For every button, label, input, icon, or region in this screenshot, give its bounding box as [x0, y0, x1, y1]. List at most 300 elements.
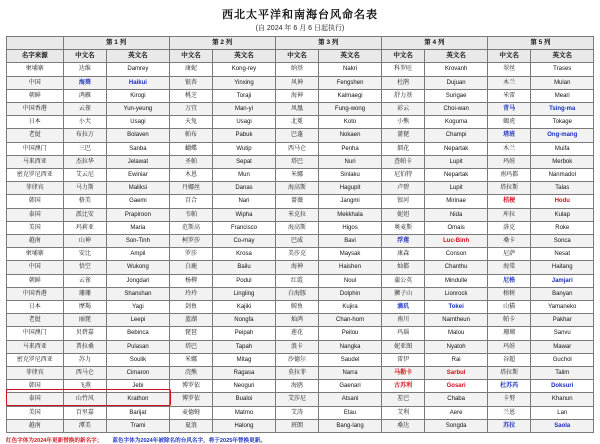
cell-cn-col2: 博罗依	[169, 380, 213, 393]
cell-cn-col2: 百合	[169, 195, 213, 208]
cell-cn-col3: 沙德尔	[275, 353, 319, 366]
cell-source: 韩国	[7, 195, 64, 208]
cell-cn-col1: 飞燕	[63, 380, 107, 393]
cell-cn-col1: 布拉万	[63, 129, 107, 142]
cell-cn-col1: 丽琵	[63, 314, 107, 327]
cell-en-col4: Champi	[425, 129, 487, 142]
cell-cn-col1: 普拉桑	[63, 340, 107, 353]
cell-cn-col5: 翠丝	[487, 63, 531, 76]
cell-source: 柬埔寨	[7, 63, 64, 76]
table-row	[7, 155, 594, 168]
cell-cn-col5: 木兰	[487, 76, 531, 89]
cell-en-col2: Neoguri	[213, 380, 275, 393]
cell-en-col5: Nanmadol	[531, 169, 594, 182]
cell-cn-col3: 巴威	[275, 235, 319, 248]
cell-en-col3: Haishen	[319, 261, 381, 274]
cell-cn-col5: 尼萨	[487, 248, 531, 261]
cell-en-col2: Pabuk	[213, 129, 275, 142]
cell-cn-col3: 艾涛	[275, 406, 319, 419]
cell-cn-col1: 珊珊	[63, 287, 107, 300]
cell-cn-col3: 艾莎尼	[275, 393, 319, 406]
cell-en-col1: Yun-yeung	[107, 103, 169, 116]
cell-cn-col4: 古苏利	[381, 380, 425, 393]
cell-en-col1: Maliksi	[107, 182, 169, 195]
cell-cn-col2: 塔巴	[169, 340, 213, 353]
cell-en-col2: Co-may	[213, 235, 275, 248]
cell-en-col2: Tapah	[213, 340, 275, 353]
cell-cn-col1: 西马仑	[63, 367, 107, 380]
group-header-col-3: 第 3 列	[275, 37, 381, 50]
cell-en-col2: Francisco	[213, 221, 275, 234]
column-header-en-3: 英文名	[319, 50, 381, 63]
cell-en-col1: Trami	[107, 419, 169, 432]
cell-cn-col5: 珊瑚	[487, 327, 531, 340]
cell-source: 泰国	[7, 208, 64, 221]
cell-cn-col2: 琵琶	[169, 327, 213, 340]
cell-cn-col4: 马勒卡	[381, 367, 425, 380]
table-row	[7, 182, 594, 195]
table-row	[7, 406, 594, 419]
cell-en-col5: Mulan	[531, 76, 594, 89]
cell-en-col3: Mekkhala	[319, 208, 381, 221]
cell-cn-col1: 山竹风	[63, 393, 107, 406]
cell-en-col3: Bavi	[319, 235, 381, 248]
cell-en-col3: Koto	[319, 116, 381, 129]
cell-source: 朝鲜	[7, 274, 64, 287]
table-row	[7, 142, 594, 155]
cell-cn-col3: 班朗	[275, 419, 319, 432]
legend	[6, 436, 594, 444]
cell-en-col2: Krosa	[213, 248, 275, 261]
cell-cn-col5: 玛娃	[487, 155, 531, 168]
cell-cn-col4: 查帕卡	[381, 155, 425, 168]
cell-en-col4: Surigae	[425, 89, 487, 102]
column-header-cn-4: 中文名	[381, 50, 425, 63]
cell-en-col2: Ragasa	[213, 367, 275, 380]
cell-en-col3: Jangmi	[319, 195, 381, 208]
group-header-col-1: 第 1 列	[63, 37, 169, 50]
cell-cn-col1: 格美	[63, 195, 107, 208]
cell-en-col3: Sinlaku	[319, 169, 381, 182]
column-header-cn-3: 中文名	[275, 50, 319, 63]
cell-en-col1: Wukong	[107, 261, 169, 274]
cell-en-col2: Peipah	[213, 327, 275, 340]
cell-cn-col2: 丹娜丝	[169, 182, 213, 195]
cell-cn-col1: 海葵	[63, 76, 107, 89]
cell-source: 中国	[7, 261, 64, 274]
cell-en-col1: Haikui	[107, 76, 169, 89]
cell-en-col5: Tsing-ma	[531, 103, 594, 116]
cell-en-col3: Kujira	[319, 301, 381, 314]
cell-cn-col1: 百里嘉	[63, 406, 107, 419]
cell-source: 中国澳门	[7, 142, 64, 155]
table-body	[7, 37, 594, 433]
cell-en-col5: Talim	[531, 367, 594, 380]
cell-cn-col2: 天兔	[169, 116, 213, 129]
cell-en-col2: Yinxing	[213, 76, 275, 89]
cell-cn-col2: 剑鱼	[169, 301, 213, 314]
cell-cn-col5: 库拉	[487, 208, 531, 221]
cell-cn-col3: 凤凰	[275, 103, 319, 116]
table-group-header-row	[7, 37, 594, 50]
cell-cn-col3: 莫拉菲	[275, 367, 319, 380]
cell-source: 中国	[7, 76, 64, 89]
cell-cn-col3: 纳基	[275, 63, 319, 76]
table-row	[7, 248, 594, 261]
cell-cn-col5: 塔拉斯	[487, 367, 531, 380]
cell-cn-col3: 西马仑	[275, 142, 319, 155]
cell-en-col1: Bebinca	[107, 327, 169, 340]
cell-en-col5: Nesat	[531, 248, 594, 261]
cell-cn-col1: 贝碧嘉	[63, 327, 107, 340]
table-row	[7, 63, 594, 76]
cell-cn-col2: 万宜	[169, 103, 213, 116]
cell-source: 越南	[7, 419, 64, 432]
cell-cn-col1: 玛莉亚	[63, 221, 107, 234]
cell-en-col4: Chanthu	[425, 261, 487, 274]
cell-cn-col3: 海高斯	[275, 221, 319, 234]
cell-en-col5: Khanun	[531, 393, 594, 406]
cell-en-col5: Lan	[531, 406, 594, 419]
cell-cn-col4: 尼伯特	[381, 169, 425, 182]
column-header-en-4: 英文名	[425, 50, 487, 63]
cell-en-col2: Halong	[213, 419, 275, 432]
cell-en-col1: Kirogi	[107, 89, 169, 102]
cell-cn-col2: 韦帕	[169, 208, 213, 221]
cell-en-col3: Nokaen	[319, 129, 381, 142]
cell-en-col2: Kajiki	[213, 301, 275, 314]
cell-en-col5: Trases	[531, 63, 594, 76]
cell-cn-col2: 杨柳	[169, 274, 213, 287]
cell-cn-col3: 蔷薇	[275, 195, 319, 208]
cell-source: 美国	[7, 221, 64, 234]
cell-cn-col5: 蝎虎	[487, 116, 531, 129]
cell-en-col2: Wutip	[213, 142, 275, 155]
cell-cn-col5: 海棠	[487, 261, 531, 274]
cell-en-col3: Penha	[319, 142, 381, 155]
cell-cn-col5: 谷超	[487, 353, 531, 366]
cell-cn-col2: 桃芝	[169, 89, 213, 102]
cell-cn-col2: 康妮	[169, 63, 213, 76]
cell-en-col3: Peilou	[319, 327, 381, 340]
cell-cn-col3: 巴蓬	[275, 129, 319, 142]
cell-en-col4: Gosari	[425, 380, 487, 393]
cell-cn-col1: 潭美	[63, 419, 107, 432]
cell-en-col5: Muifa	[531, 142, 594, 155]
cell-cn-col1: 云雀	[63, 103, 107, 116]
cell-en-col1: Damrey	[107, 63, 169, 76]
group-header-col-5: 第 5 列	[487, 37, 593, 50]
cell-en-col3: Nuri	[319, 155, 381, 168]
cell-cn-col3: 浪卡	[275, 340, 319, 353]
page-subtitle: (自 2024 年 6 月 6 日起执行)	[255, 25, 345, 32]
cell-en-col1: Jongdari	[107, 274, 169, 287]
cell-cn-col2: 圣帕	[169, 155, 213, 168]
cell-source: 美国	[7, 406, 64, 419]
cell-en-col5: Pakhar	[531, 314, 594, 327]
cell-en-col5: Haitang	[531, 261, 594, 274]
cell-en-col1: Ampil	[107, 248, 169, 261]
cell-en-col5: Jamjari	[531, 274, 594, 287]
cell-en-col2: Wipha	[213, 208, 275, 221]
column-header-cn-5: 中文名	[487, 50, 531, 63]
table-row	[7, 261, 594, 274]
cell-cn-col5: 苏拉	[487, 419, 531, 432]
cell-cn-col5: 尼格	[487, 274, 531, 287]
cell-cn-col4: 妮亚图	[381, 340, 425, 353]
cell-cn-col1: 杰拉华	[63, 155, 107, 168]
cell-en-col2: Nari	[213, 195, 275, 208]
cell-cn-col4: 狮子山	[381, 287, 425, 300]
cell-cn-col4: 卢碧	[381, 182, 425, 195]
table-row	[7, 103, 594, 116]
cell-cn-col5: 塔班	[487, 129, 531, 142]
cell-cn-col2: 木恩	[169, 169, 213, 182]
table-row	[7, 129, 594, 142]
cell-cn-col5: 桑卡	[487, 235, 531, 248]
cell-en-col4: Tokei	[425, 301, 487, 314]
cell-en-col2: Nongfa	[213, 314, 275, 327]
cell-en-col3: Chan-hom	[319, 314, 381, 327]
cell-cn-col1: 山神	[63, 235, 107, 248]
cell-cn-col4: 妮妲	[381, 208, 425, 221]
cell-source: 柬埔寨	[7, 248, 64, 261]
cell-en-col2: Sepat	[213, 155, 275, 168]
cell-en-col2: Mun	[213, 169, 275, 182]
cell-source: 中国香港	[7, 103, 64, 116]
cell-cn-col3: 白海豚	[275, 287, 319, 300]
cell-cn-col4: 舒力基	[381, 89, 425, 102]
cell-en-col4: Krovanh	[425, 63, 487, 76]
cell-en-col3: Noul	[319, 274, 381, 287]
cell-en-col3: Nangka	[319, 340, 381, 353]
cell-en-col1: Maria	[107, 221, 169, 234]
cell-cn-col3: 鲸鱼	[275, 301, 319, 314]
cell-cn-col4: 玛瑙	[381, 327, 425, 340]
column-header-cn-2: 中文名	[169, 50, 213, 63]
cell-source: 泰国	[7, 393, 64, 406]
cell-en-col2: Danas	[213, 182, 275, 195]
column-header-en-2: 英文名	[213, 50, 275, 63]
cell-cn-col3: 海神	[275, 89, 319, 102]
cell-cn-col5: 兰恩	[487, 406, 531, 419]
cell-en-col2: Matmo	[213, 406, 275, 419]
cell-en-col3: Bang-lang	[319, 419, 381, 432]
cell-cn-col2: 蝴蝶	[169, 142, 213, 155]
cell-source: 韩国	[7, 380, 64, 393]
cell-en-col3: Saudel	[319, 353, 381, 366]
cell-en-col4: Nyatoh	[425, 340, 487, 353]
cell-en-col4: Chaba	[425, 393, 487, 406]
table-row	[7, 419, 594, 432]
cell-cn-col2: 柯罗莎	[169, 235, 213, 248]
cell-cn-col4: 蒲公英	[381, 274, 425, 287]
cell-en-col4: Lionrock	[425, 287, 487, 300]
cell-en-col1: Soulik	[107, 353, 169, 366]
cell-en-col1: Leepi	[107, 314, 169, 327]
cell-cn-col5: 杜苏芮	[487, 380, 531, 393]
cell-cn-col3: 海神	[275, 261, 319, 274]
cell-en-col3: Gaenari	[319, 380, 381, 393]
cell-en-col5: Kulap	[531, 208, 594, 221]
cell-cn-col2: 银杏	[169, 76, 213, 89]
group-header-blank	[7, 37, 64, 50]
table-row	[7, 195, 594, 208]
cell-en-col3: Narra	[319, 367, 381, 380]
table-row	[7, 367, 594, 380]
cell-source: 老挝	[7, 129, 64, 142]
cell-cn-col4: 小熊	[381, 116, 425, 129]
cell-cn-col5: 帕卡	[487, 314, 531, 327]
cell-cn-col5: 卡努	[487, 393, 531, 406]
cell-en-col2: Podul	[213, 274, 275, 287]
cell-en-col4: Nida	[425, 208, 487, 221]
cell-en-col1: Sanba	[107, 142, 169, 155]
cell-cn-col4: 雷伊	[381, 353, 425, 366]
table-column-header-row	[7, 50, 594, 63]
cell-en-col3: Higos	[319, 221, 381, 234]
cell-cn-col1: 鸿雁	[63, 89, 107, 102]
cell-en-col3: Fung-wong	[319, 103, 381, 116]
cell-en-col3: Hagupit	[319, 182, 381, 195]
cell-en-col5: Talas	[531, 182, 594, 195]
cell-en-col2: Man-yi	[213, 103, 275, 116]
table-row	[7, 116, 594, 129]
cell-en-col2: Usagi	[213, 116, 275, 129]
cell-cn-col1: 三巴	[63, 142, 107, 155]
cell-en-col1: Jebi	[107, 380, 169, 393]
cell-en-col3: Dolphin	[319, 287, 381, 300]
cell-en-col1: Cimaron	[107, 367, 169, 380]
cell-source: 中国澳门	[7, 327, 64, 340]
cell-en-col4: Nepartak	[425, 169, 487, 182]
cell-source: 密克罗尼西亚	[7, 353, 64, 366]
cell-cn-col2: 帕布	[169, 129, 213, 142]
cell-cn-col5: 洛克	[487, 221, 531, 234]
table-row	[7, 274, 594, 287]
cell-en-col5: Doksuri	[531, 380, 594, 393]
cell-en-col4: Rai	[425, 353, 487, 366]
cell-en-col1: Prapiroon	[107, 208, 169, 221]
cell-cn-col3: 海高斯	[275, 182, 319, 195]
typhoon-names-table	[6, 36, 594, 433]
cell-cn-col4: 康森	[381, 248, 425, 261]
cell-cn-col5: 米雷	[487, 89, 531, 102]
cell-cn-col3: 灿鸿	[275, 314, 319, 327]
group-header-col-2: 第 2 列	[169, 37, 275, 50]
cell-en-col4: Malou	[425, 327, 487, 340]
cell-cn-col3: 海鸥	[275, 380, 319, 393]
cell-en-col3: Kalmaegi	[319, 89, 381, 102]
cell-source: 朝鲜	[7, 89, 64, 102]
cell-cn-col5: 南玛都	[487, 169, 531, 182]
cell-cn-col5: 榕树	[487, 287, 531, 300]
cell-cn-col1: 艾云尼	[63, 169, 107, 182]
cell-en-col5: Sanvu	[531, 327, 594, 340]
cell-cn-col2: 蓝湖	[169, 314, 213, 327]
cell-source: 菲律宾	[7, 182, 64, 195]
cell-source: 中国香港	[7, 287, 64, 300]
cell-cn-col3: 米娜	[275, 169, 319, 182]
cell-cn-col5: 山猫	[487, 301, 531, 314]
cell-en-col1: Shanshan	[107, 287, 169, 300]
cell-cn-col4: 灿都	[381, 261, 425, 274]
cell-cn-col1: 安比	[63, 248, 107, 261]
cell-en-col5: Ong-mang	[531, 129, 594, 142]
cell-en-col1: Pulasan	[107, 340, 169, 353]
cell-en-col4: Conson	[425, 248, 487, 261]
cell-cn-col2: 范斯高	[169, 221, 213, 234]
table-row	[7, 208, 594, 221]
cell-cn-col1: 派比安	[63, 208, 107, 221]
cell-en-col5: Yamaneko	[531, 301, 594, 314]
cell-en-col4: Sarbul	[425, 367, 487, 380]
cell-en-col4: Lupit	[425, 155, 487, 168]
cell-en-col2: Kong-rey	[213, 63, 275, 76]
cell-en-col4: Mirinae	[425, 195, 487, 208]
cell-en-col2: Lingling	[213, 287, 275, 300]
cell-cn-col3: 塔巴	[275, 155, 319, 168]
cell-cn-col5: 桔梗	[487, 195, 531, 208]
cell-cn-col1: 马力斯	[63, 182, 107, 195]
cell-en-col3: Maysak	[319, 248, 381, 261]
table-row	[7, 327, 594, 340]
cell-cn-col2: 玲玲	[169, 287, 213, 300]
cell-cn-col3: 北冕	[275, 116, 319, 129]
cell-en-col4: Luc-Binh	[425, 235, 487, 248]
cell-en-col3: Nakri	[319, 63, 381, 76]
legend-red-note: 红色字体为2024年更新替换的新名字；	[6, 438, 103, 444]
cell-cn-col5: 玛娃	[487, 340, 531, 353]
table-row	[7, 353, 594, 366]
legend-blue-note: 蓝色字体为2024年被除名的台风名字，将于2025年替换更新。	[112, 438, 266, 444]
cell-cn-col4: 滴玑	[381, 301, 425, 314]
cell-cn-col3: 风神	[275, 76, 319, 89]
table-row	[7, 301, 594, 314]
cell-cn-col5: 木兰	[487, 142, 531, 155]
cell-en-col4: Songda	[425, 419, 487, 432]
cell-en-col5: Meari	[531, 89, 594, 102]
cell-cn-col4: 浮莲	[381, 235, 425, 248]
cell-source: 老挝	[7, 314, 64, 327]
table-row	[7, 89, 594, 102]
cell-cn-col2: 麦德姆	[169, 406, 213, 419]
cell-en-col2: Toraji	[213, 89, 275, 102]
cell-cn-col2: 白鹿	[169, 261, 213, 274]
cell-source: 日本	[7, 301, 64, 314]
table-row	[7, 169, 594, 182]
cell-en-col5: Sonca	[531, 235, 594, 248]
cell-en-col5: Hodu	[531, 195, 594, 208]
cell-cn-col2: 浣熊	[169, 367, 213, 380]
cell-en-col4: Nepartak	[425, 142, 487, 155]
cell-en-col3: Atsani	[319, 393, 381, 406]
cell-cn-col5: 青马	[487, 103, 531, 116]
cell-cn-col1: 达维	[63, 63, 107, 76]
cell-cn-col1: 苏力	[63, 353, 107, 366]
cell-cn-col4: 蔷琵	[381, 129, 425, 142]
cell-en-col5: Banyan	[531, 287, 594, 300]
cell-cn-col1: 小犬	[63, 116, 107, 129]
cell-en-col3: Fengshen	[319, 76, 381, 89]
cell-cn-col2: 博罗依	[169, 393, 213, 406]
cell-source: 菲律宾	[7, 367, 64, 380]
column-header-en-5: 英文名	[531, 50, 594, 63]
column-header-source: 名字来源	[7, 50, 64, 63]
cell-cn-col3: 莲花	[275, 327, 319, 340]
table-row	[7, 221, 594, 234]
table-row	[7, 235, 594, 248]
